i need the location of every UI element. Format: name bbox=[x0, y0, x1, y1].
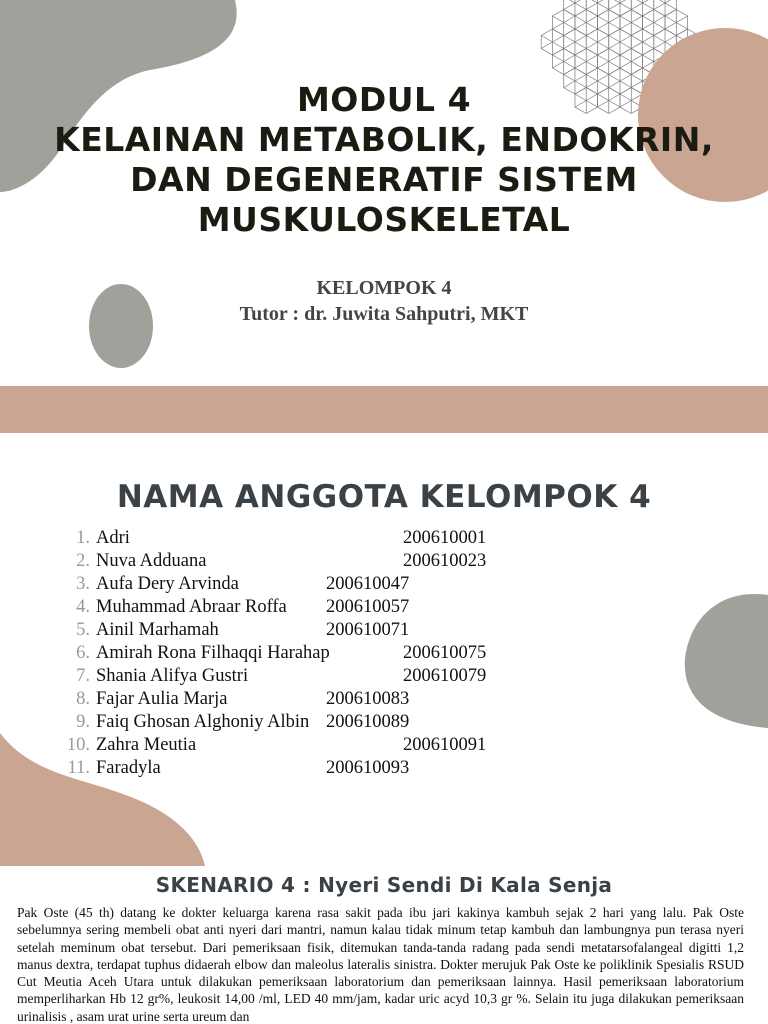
member-name: Zahra Meutia bbox=[96, 735, 197, 755]
member-number: 5. bbox=[76, 620, 90, 640]
member-name: Shania Alifya Gustri bbox=[96, 666, 249, 686]
member-nim: 200610089 bbox=[326, 712, 410, 732]
member-number: 7. bbox=[76, 666, 90, 686]
cover-slide bbox=[0, 0, 768, 386]
member-nim: 200610093 bbox=[326, 758, 410, 778]
member-number: 9. bbox=[76, 712, 90, 732]
member-name: Fajar Aulia Marja bbox=[96, 689, 228, 709]
members-slide bbox=[0, 433, 768, 866]
member-name: Nuva Adduana bbox=[96, 551, 207, 571]
member-nim: 200610075 bbox=[403, 643, 487, 663]
member-name: Aufa Dery Arvinda bbox=[96, 574, 239, 594]
member-name: Muhammad Abraar Roffa bbox=[96, 597, 287, 617]
member-name: Faradyla bbox=[96, 758, 161, 778]
gray-blob-right bbox=[685, 594, 768, 728]
member-number: 10. bbox=[66, 735, 90, 755]
member-number: 8. bbox=[76, 689, 90, 709]
title-line: MUSKULOSKELETAL bbox=[197, 200, 571, 239]
member-number: 4. bbox=[76, 597, 90, 617]
member-nim: 200610001 bbox=[403, 528, 487, 548]
member-number: 1. bbox=[76, 528, 90, 548]
members-title: NAMA ANGGOTA KELOMPOK 4 bbox=[116, 479, 652, 515]
member-number: 11. bbox=[67, 758, 90, 778]
title-line: KELAINAN METABOLIK, ENDOKRIN, bbox=[54, 120, 714, 159]
member-number: 2. bbox=[76, 551, 90, 571]
scenario-title: SKENARIO 4 : Nyeri Sendi Di Kala Senja bbox=[155, 873, 613, 897]
cover-title bbox=[0, 80, 768, 240]
scenario-slide bbox=[0, 866, 768, 1024]
member-nim: 200610079 bbox=[403, 666, 487, 686]
member-name: Faiq Ghosan Alghoniy Albin bbox=[96, 712, 310, 732]
tutor-label: Tutor : dr. Juwita Sahputri, MKT bbox=[239, 303, 529, 325]
member-nim: 200610091 bbox=[403, 735, 487, 755]
group-label: KELOMPOK 4 bbox=[316, 277, 452, 299]
member-number: 6. bbox=[76, 643, 90, 663]
title-line: DAN DEGENERATIF SISTEM bbox=[130, 160, 638, 199]
member-nim: 200610083 bbox=[326, 689, 410, 709]
member-name: Adri bbox=[96, 528, 130, 548]
title-line: MODUL 4 bbox=[296, 80, 472, 119]
scenario-text: Pak Oste (45 th) datang ke dokter keluarga karena rasa sakit pada ibu jari kakinya kambuh sejak 2 hari yang lalu. Pak Oste sebelumnya sering membeli obat anti nyeri dari mantri, namun kalau tidak minum tetap kambuh dan lambungnya pun terasa nyeri setelah meminum obat tersebut. Dari pemeriksaan fisik, ditemukan tanda-tanda radang pada sendi metatarsofalangeal digitti 1,2 manus dextra, terdapat tuphus didaerah elbow dan maleolus lateralis sinistra. Dokter merujuk Pak Oste ke poliklinik Spesialis RSUD Cut Meutia Aceh Utara untuk dilakukan pemeriksaan laboratorium dan pemeriksaan lainnya. Hasil pemeriksaan laboratorium memperliharkan Hb 12 gr%, leukosit 14,00 /ml, LED 40 mm/jam, kadar uric acyd 10,3 gr %. Selain itu juga dilakukan pemeriksaan urinalisis , asam urat urine serta ureum dan bbox=[17, 905, 744, 1024]
member-nim: 200610057 bbox=[326, 597, 410, 617]
slide-divider-band bbox=[0, 386, 768, 433]
member-nim: 200610023 bbox=[403, 551, 487, 571]
member-number: 3. bbox=[76, 574, 90, 594]
member-nim: 200610071 bbox=[326, 620, 410, 640]
member-nim: 200610047 bbox=[326, 574, 410, 594]
member-name: Ainil Marhamah bbox=[96, 620, 219, 640]
member-name: Amirah Rona Filhaqqi Harahap bbox=[96, 643, 330, 663]
